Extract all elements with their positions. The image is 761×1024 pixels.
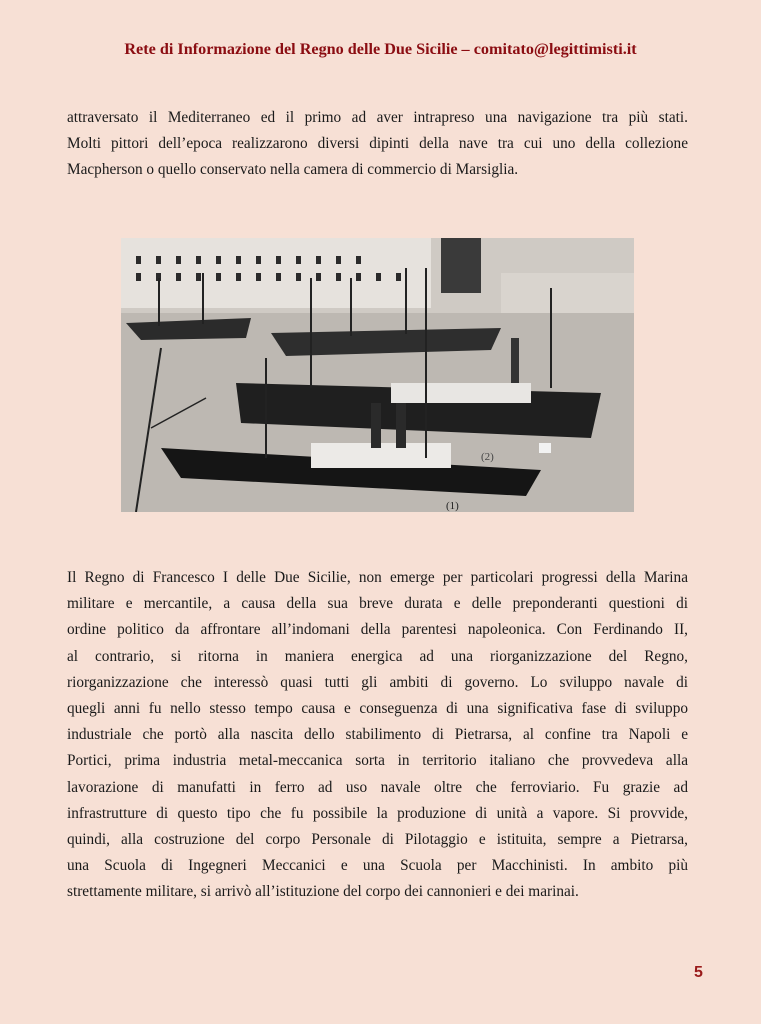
text-line: industriale che portò alla nascita dello stabilimento di Pietrarsa, al confine tra Napoli e: [67, 726, 688, 744]
text-line: Portici, prima industria metal-meccanica sorta in territorio italiano che provvedeva alla: [67, 752, 688, 770]
page-header: Rete di Informazione del Regno delle Due Sicilie – comitato@legittimisti.it: [124, 40, 637, 58]
text-line: una Scuola di Ingegneri Meccanici e una Scuola per Macchinisti. In ambito più: [67, 857, 688, 875]
text-line: attraversato il Mediterraneo ed il primo ad aver intrapreso una navigazione tra più stati.: [67, 109, 688, 126]
text-line: Macpherson o quello conservato nella camera di commercio di Marsiglia.: [67, 161, 519, 179]
paragraph-main: [67, 565, 688, 906]
text-line: ordine politico da affrontare all’indomani della parentesi napoleonica. Con Ferdinando II,: [67, 621, 688, 639]
text-line: strettamente militare, si arrivò all’istituzione del corpo dei cannonieri e dei marinai.: [67, 883, 579, 901]
figure-label-1: (1): [446, 500, 459, 512]
page-number: 5: [694, 964, 703, 981]
text-line: quegli anni fu nello stesso tempo causa e conseguenza di una significativa fase di sviluppo: [67, 700, 688, 718]
text-line: Molti pittori dell’epoca realizzarono diversi dipinti della nave tra cui uno della collezione: [67, 135, 688, 153]
paragraph-intro: [67, 105, 688, 184]
text-line: militare e mercantile, a causa della sua breve durata e delle preponderanti questioni di: [67, 595, 688, 613]
text-line: Il Regno di Francesco I delle Due Sicilie, non emerge per particolari progressi della Marina: [67, 569, 688, 586]
text-line: lavorazione di manufatti in ferro ad uso navale oltre che ferroviario. Fu grazie ad: [67, 778, 688, 796]
harbor-ships-photo: [121, 238, 634, 512]
harbor-ships-illustration: [121, 238, 634, 512]
text-line: al contrario, si ritorna in maniera energica ad una riorganizzazione del Regno,: [67, 647, 688, 665]
text-line: quindi, alla costruzione del corpo Personale di Pilotaggio e istituita, sempre a Pietrarsa,: [67, 831, 688, 849]
text-line: infrastrutture di questo tipo che fu possibile la produzione di unità a vapore. Si provvide,: [67, 804, 688, 822]
figure-label-2: (2): [481, 451, 494, 463]
text-line: riorganizzazione che interessò quasi tutti gli ambiti di governo. Lo sviluppo navale di: [67, 673, 688, 691]
